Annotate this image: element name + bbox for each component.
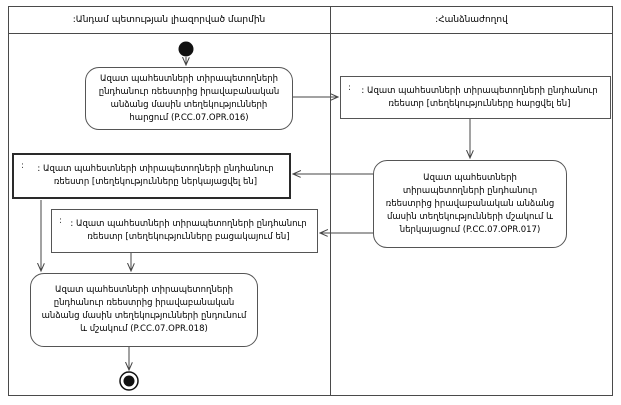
object-node-label: : Ազատ պահեստների տիրապետողների ընդհանուր ռեեստր [տեղեկությունները ներկայացվել են] (37, 164, 274, 187)
action-node-opr017 (373, 160, 567, 248)
object-colon-marker: : (59, 216, 62, 226)
action-node-label: Ազատ պահեստների տիրապետողների ընդհանուր ռեեստրից իրավաբանական անձանց մասին տեղեկությունների մշակում և ներկայացում (P.CC.07.OPR.017) (385, 172, 555, 235)
lane-divider (330, 6, 331, 396)
action-node-opr018 (30, 273, 258, 347)
object-node-registry-absent (51, 209, 318, 253)
object-node-registry-queried (340, 76, 611, 119)
lane-title-commission (330, 6, 613, 33)
object-node-label: : Ազատ պահեստների տիրապետողների ընդհանուր ռեեստր [տեղեկությունները հարցվել են] (361, 85, 598, 109)
object-node-label: : Ազատ պահեստների տիրապետողների ընդհանուր ռեեստր [տեղեկությունները բացակայում են] (70, 219, 307, 242)
action-node-opr016 (85, 67, 293, 130)
lane-title-text: :Հանձնաժողով (435, 14, 508, 25)
lane-header-separator (8, 33, 613, 34)
lane-title-authorized-body (8, 6, 330, 33)
lane-title-text: :Անդամ պետության լիազորված մարմին (72, 14, 266, 25)
object-colon-marker: : (348, 83, 351, 93)
object-colon-marker: : (21, 161, 24, 171)
object-node-registry-presented (12, 153, 291, 199)
action-node-label: Ազատ պահեստների տիրապետողների ընդհանուր ռեեստրից իրավաբանական անձանց մասին տեղեկությունների ընդունում և մշակում (P.CC.07.OPR.018) (41, 285, 247, 334)
action-node-label: Ազատ պահեստների տիրապետողների ընդհանուր ռեեստրից իրավաբանական անձանց մասին տեղեկությունների հարցում (P.CC.07.OPR.016) (98, 73, 280, 123)
